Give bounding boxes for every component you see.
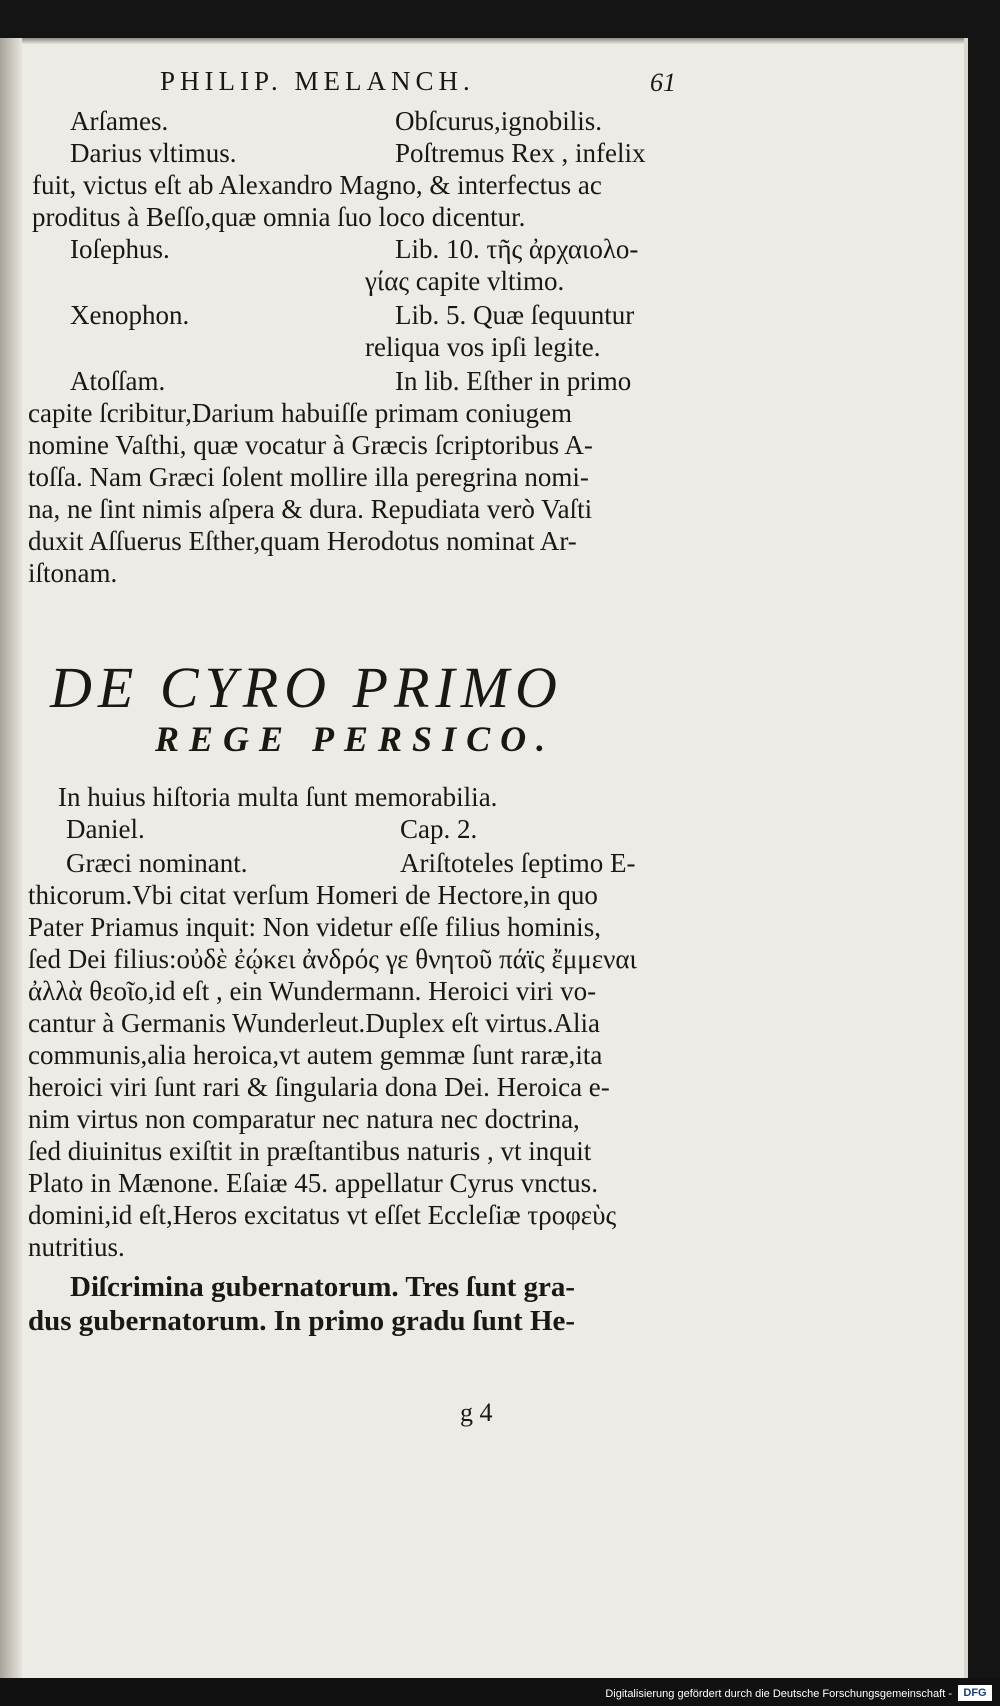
text-line: communis,alia heroica,vt autem gemmæ ſunt raræ,ita (28, 1040, 603, 1070)
line-left: Ioſephus. (70, 234, 170, 264)
line-right: Ariſtoteles ſeptimo E- (400, 848, 636, 878)
text-line: cantur à Germanis Wunderleut.Duplex eſt virtus.Alia (28, 1008, 600, 1038)
line-right: Poſtremus Rex , infelix (395, 138, 646, 168)
text-line: heroici viri ſunt rari & ſingularia dona Dei. Heroica e- (28, 1072, 610, 1102)
book-page (0, 38, 968, 1678)
line-right: Lib. 5. Quæ ſequuntur (395, 300, 635, 330)
signature-mark: g 4 (460, 1398, 493, 1427)
text-line: thicorum.Vbi citat verſum Homeri de Hectore,in quo (28, 880, 598, 910)
text-line: Plato in Mænone. Eſaiæ 45. appellatur Cyrus vnctus. (28, 1168, 598, 1198)
text-line: ἀλλὰ θεοῖο,id eſt , ein Wundermann. Heroici viri vo- (28, 976, 597, 1006)
text-line: duxit Aſſuerus Eſther,quam Herodotus nominat Ar- (28, 526, 577, 556)
text-line: Pater Priamus inquit: Non videtur eſſe filius hominis, (28, 912, 601, 942)
line-right: Lib. 10. τῆς ἀρχαιολο- (395, 234, 639, 264)
text-line: nutritius. (28, 1232, 125, 1262)
text-line: capite ſcribitur,Darium habuiſſe primam coniugem (28, 398, 572, 428)
dfg-logo: DFG (958, 1685, 992, 1701)
text-line: nim virtus non comparatur nec natura nec doctrina, (28, 1104, 580, 1134)
text-line: In huius hiſtoria multa ſunt memorabilia. (58, 782, 498, 812)
text-line: domini,id eſt,Heros excitatus vt eſſet Eccleſiæ τροφεὺς (28, 1200, 617, 1230)
text-line: nomine Vaſthi, quæ vocatur à Græcis ſcriptoribus A- (28, 430, 593, 460)
line-left: Xenophon. (70, 300, 190, 330)
line-right: Cap. 2. (400, 814, 478, 844)
line-right: γίας capite vltimo. (365, 266, 565, 296)
line-left: Græci nominant. (66, 848, 248, 878)
footer-bar (0, 1678, 1000, 1706)
text-line: ſed diuinitus exiſtit in præſtantibus naturis , vt inquit (28, 1136, 592, 1166)
page-gutter-edge (0, 38, 22, 1678)
text-line: fuit, victus eſt ab Alexandro Magno, & interfectus ac (32, 170, 602, 200)
line-left: Atoſſam. (70, 366, 166, 396)
text-line: dus gubernatorum. In primo gradu ſunt He- (28, 1305, 576, 1337)
line-left: Arſames. (70, 106, 169, 136)
section-subtitle: REGE PERSICO. (155, 719, 556, 759)
page-top-edge (0, 38, 964, 44)
text-line: Diſcrimina gubernatorum. Tres ſunt gra- (70, 1271, 576, 1303)
text-line: proditus à Beſſo,quæ omnia ſuo loco dicentur. (32, 202, 526, 232)
text-line: na, ne ſint nimis aſpera & dura. Repudiata verò Vaſti (28, 494, 593, 524)
text-line: toſſa. Nam Græci ſolent mollire illa peregrina nomi- (28, 462, 589, 492)
text-line: iſtonam. (28, 558, 118, 588)
section-title: DE CYRO PRIMO (50, 655, 563, 720)
footer-credit: Digitalisierung gefördert durch die Deutsche Forschungsgemeinschaft - (605, 1688, 952, 1700)
line-right: Obſcurus,ignobilis. (395, 106, 602, 136)
page-number: 61 (650, 68, 676, 97)
running-title: PHILIP. MELANCH. (160, 66, 475, 96)
line-right: In lib. Eſther in primo (395, 366, 632, 396)
line-left: Darius vltimus. (70, 138, 237, 168)
line-left: Daniel. (66, 814, 145, 844)
text-line: ſed Dei filius:οὐδὲ ἐῴκει ἀνδρός γε θνητοῦ πάϊς ἔμμεναι (28, 944, 637, 974)
line-right: reliqua vos ipſi legite. (365, 332, 601, 362)
